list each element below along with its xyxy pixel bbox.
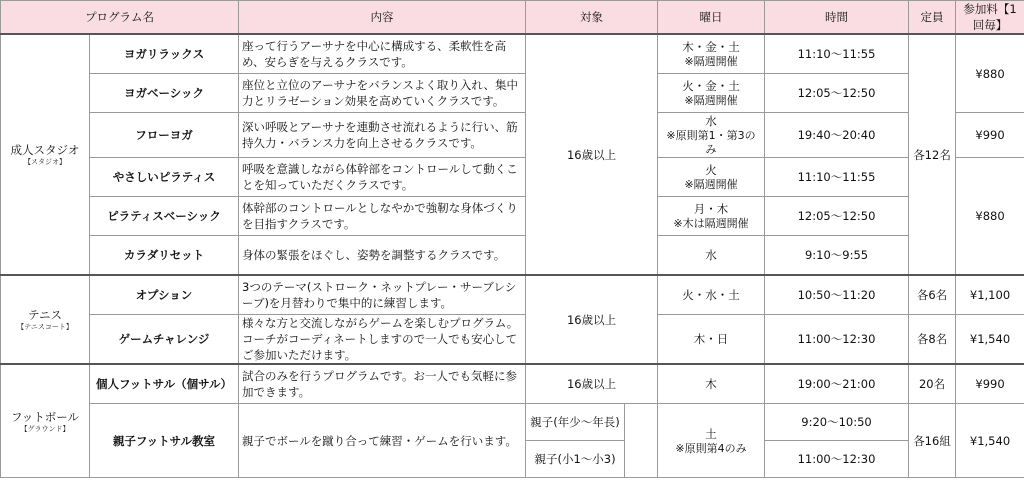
category-sub: 【テニスコート】	[17, 323, 73, 331]
day-main: 土	[705, 426, 717, 441]
day-cell	[658, 404, 765, 478]
day-cell: 木・日	[658, 315, 765, 365]
fee-cell: ¥880	[956, 158, 1024, 276]
capacity-cell: 各12名	[909, 34, 956, 275]
category-tennis	[1, 275, 90, 364]
day-cell	[658, 158, 765, 197]
day-note: ※隔週開催	[684, 55, 738, 68]
program-desc: 座位と立位のアーサナをバランスよく取り入れ、集中力とリラゼーション効果を高めていくクラスです。	[239, 74, 526, 113]
time-cell: 9:10～9:55	[765, 236, 909, 276]
program-name: ヨガベーシック	[90, 74, 239, 113]
day-note: ※隔週開催	[684, 178, 738, 191]
time-cell: 12:05～12:50	[765, 74, 909, 113]
category-sub: 【グラウンド】	[20, 424, 70, 433]
fee-cell: ¥1,540	[956, 315, 1024, 365]
program-desc: 体幹部のコントロールとしなやかで強靭な身体づくりを目指すクラスです。	[239, 197, 526, 236]
fee-cell: ¥880	[956, 34, 1024, 113]
day-note: ※原則第4のみ	[675, 441, 747, 455]
table-row	[1, 315, 1024, 365]
header-content: 内容	[239, 1, 526, 35]
day-cell	[658, 34, 765, 74]
program-name: オプション	[90, 275, 239, 315]
day-cell	[658, 113, 765, 158]
time-cell: 10:50～11:20	[765, 275, 909, 315]
time-cell: 19:00～21:00	[765, 364, 909, 404]
day-note: ※木は隔週開催	[673, 217, 749, 230]
time-cell: 12:05～12:50	[765, 197, 909, 236]
header-row	[1, 1, 1024, 35]
program-desc: 身体の緊張をほぐし、姿勢を調整するクラスです。	[239, 236, 526, 276]
fee-cell: ¥990	[956, 364, 1024, 404]
header-day: 曜日	[658, 1, 765, 35]
time-cell: 11:00～12:30	[765, 315, 909, 365]
table-row	[1, 275, 1024, 315]
table-row	[1, 404, 1024, 441]
day-cell: 木	[658, 364, 765, 404]
table-row	[1, 158, 1024, 197]
header-capacity: 定員	[909, 1, 956, 35]
capacity-cell: 各16組	[909, 404, 956, 478]
program-name: ヨガリラックス	[90, 34, 239, 74]
program-name: やさしいピラティス	[90, 158, 239, 197]
table-row	[1, 197, 1024, 236]
category-studio	[1, 34, 90, 275]
day-note: ※隔週開催	[684, 94, 738, 107]
fee-cell: ¥1,100	[956, 275, 1024, 315]
program-desc: 深い呼吸とアーサナを連動させ流れるように行い、筋持久力・バランス力を向上させるクラスです。	[239, 113, 526, 158]
day-main: 火・金・土	[682, 79, 740, 93]
capacity-cell: 各6名	[909, 275, 956, 315]
day-main: 火	[705, 163, 717, 177]
program-desc: 試合のみを行うプログラムです。お一人でも気軽に参加できます。	[239, 364, 526, 404]
program-desc: 3つのテーマ(ストローク・ネットプレー・サーブレシーブ)を月替わりで集中的に練習します。	[239, 275, 526, 315]
program-name: カラダリセット	[90, 236, 239, 276]
program-name: 親子フットサル教室	[90, 404, 239, 478]
program-desc: 座って行うアーサナを中心に構成する、柔軟性を高め、安らぎを与えるクラスです。	[239, 34, 526, 74]
category-sub: 【スタジオ】	[24, 158, 66, 166]
time-cell: 11:10～11:55	[765, 158, 909, 197]
day-cell	[658, 74, 765, 113]
fee-cell: ¥990	[956, 113, 1024, 158]
header-time: 時間	[765, 1, 909, 35]
header-target: 対象	[526, 1, 658, 35]
day-main: 月・木	[693, 202, 729, 216]
capacity-cell: 20名	[909, 364, 956, 404]
program-desc: 呼吸を意識しながら体幹部をコントロールして動くことを知っていただくクラスです。	[239, 158, 526, 197]
target-spacer	[625, 404, 658, 478]
time-cell: 11:10～11:55	[765, 34, 909, 74]
time-cell-a: 9:20～10:50	[765, 404, 909, 441]
program-desc: 親子でボールを蹴り合って練習・ゲームを行います。	[239, 404, 526, 478]
category-name: フットボール	[11, 409, 79, 424]
target-cell-a: 親子(年少～年長)	[526, 404, 625, 441]
table-row	[1, 113, 1024, 158]
program-name: ゲームチャレンジ	[90, 315, 239, 365]
day-cell	[658, 197, 765, 236]
category-football	[1, 364, 90, 478]
target-cell-b: 親子(小1～小3)	[526, 441, 625, 478]
header-fee: 参加料【1回毎】	[956, 1, 1024, 35]
time-cell: 19:40～20:40	[765, 113, 909, 158]
fee-cell: ¥1,540	[956, 404, 1024, 478]
table-row	[1, 236, 1024, 276]
table-row	[1, 364, 1024, 404]
day-main: 水	[705, 114, 717, 128]
category-name: 成人スタジオ	[10, 143, 80, 157]
category-name: テニス	[27, 308, 63, 322]
day-main: 木・金・土	[682, 40, 740, 54]
table-row	[1, 74, 1024, 113]
program-name: ピラティスベーシック	[90, 197, 239, 236]
table-row	[1, 34, 1024, 74]
day-cell: 火・水・土	[658, 275, 765, 315]
day-note: ※原則第1・第3のみ	[666, 129, 756, 156]
program-desc: 様々な方と交流しながらゲームを楽しむプログラム。コーチがコーディネートしますので一人でも安心してご参加いただけます。	[239, 315, 526, 365]
target-cell: 16歳以上	[526, 364, 658, 404]
target-cell: 16歳以上	[526, 34, 658, 275]
header-program: プログラム名	[1, 1, 239, 35]
program-name: 個人フットサル（個サル）	[90, 364, 239, 404]
target-cell: 16歳以上	[526, 275, 658, 364]
capacity-cell: 各8名	[909, 315, 956, 365]
day-cell: 水	[658, 236, 765, 276]
program-name: フローヨガ	[90, 113, 239, 158]
time-cell-b: 11:00～12:30	[765, 441, 909, 478]
